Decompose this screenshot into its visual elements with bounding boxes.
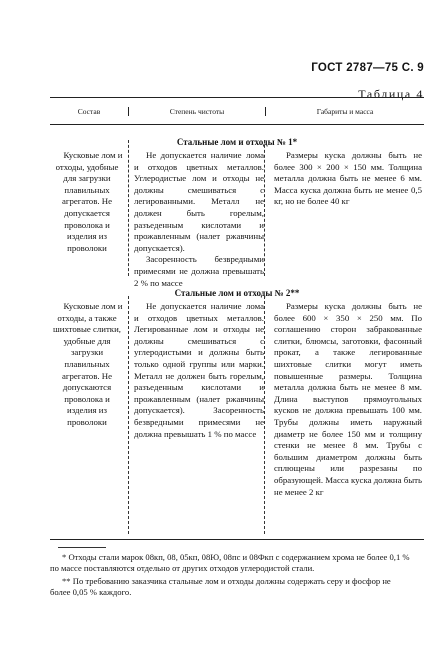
- purity-2-paragraph-1: Не допускается наличие лома и отходов цветных металлов. Легированные лом и отходы не должны смешиваться с углеродистыми и должны быть только одной группы или марки. Металл не должен быть горелым, разъеденным кислотами и прожавленным (налет ржавчины допускается). Засоренность безвредными примесями не должна превышать 1 % по массе: [134, 301, 264, 439]
- column-header-dimensions: Габариты и масса: [265, 107, 424, 116]
- column-header-composition: Состав: [77, 106, 101, 116]
- column-divider-1b: [128, 296, 129, 534]
- table-header: [50, 98, 424, 125]
- cell-purity-2: [128, 301, 264, 539]
- cell-composition-2: Кусковые лом и отходы, а также шихтовые слитки, удобные для загрузки плавильных агрегатов. Не допускаются проволока и изделия из проволоки: [53, 301, 123, 427]
- page-header: ГОСТ 2787—75 С. 9: [311, 62, 424, 74]
- purity-1-paragraph-1: Не допускается наличие лома и отходов цветных металлов. Углеродистые лом и отходы не должны смешиваться с легированными. Металл не должен быть горелым, разъеденным кислотами и прожавленным (налет ржавчины допускается).: [134, 150, 264, 253]
- section-title-2: Стальные лом и отходы № 2**: [174, 288, 300, 298]
- table-row-2: [50, 301, 424, 539]
- footnotes: [50, 552, 412, 600]
- column-header-purity: Степень чистоты: [128, 107, 265, 116]
- cell-composition-1: Кусковые лом и отходы, удобные для загрузки плавильных агрегатов. Не допускается проволока и изделия из проволоки: [55, 150, 123, 253]
- column-divider-2a: [264, 140, 265, 276]
- footnote-2: ** По требованию заказчика стальные лом и отходы должны содержать серу и фосфор не более 0,05 % каждого.: [50, 575, 391, 598]
- cell-dimensions-1: Размеры куска должны быть не более 300 × 200 × 150 мм. Толщина металла должна быть не менее 6 мм. Масса куска должна быть не менее 0,5 кг, но не более 40 кг: [274, 150, 422, 207]
- column-divider-2b: [264, 296, 265, 534]
- footnote-rule: [58, 547, 106, 548]
- footnote-1: * Отходы стали марок 08кп, 08, 05кп, 08Ю, 08пс и 08Фкп с содержанием хрома не более 0,1 % по массе поставляются отдельно от других отходов углеродистой стали.: [50, 552, 410, 574]
- section-title-1: Стальные лом и отходы № 1*: [176, 137, 298, 147]
- table-label: Таблица 4: [358, 87, 424, 101]
- table-row-1: [50, 150, 424, 288]
- column-divider-1a: [128, 140, 129, 276]
- cell-dimensions-2: Размеры куска должны быть не более 600 × 350 × 250 мм. По соглашению сторон забракованные слитки, блюмсы, заготовки, фасонный прокат, а также легированные шихтовые слитки могут иметь повышенные размеры. Толщина металла должна быть не менее 8 мм. Длина выступов прямоугольных кусков не должна превышать 100 мм. Трубы должны иметь наружный диаметр не более 150 мм и толщину стенки не менее 8 мм. Трубы с большим диаметром должны быть сплющены или разрезаны по образующей. Масса куска должна быть не менее 2 кг: [274, 301, 422, 497]
- purity-1-paragraph-2: Засоренность безвредными примесями не должна превышать 2 % по массе: [134, 254, 264, 288]
- cell-purity-1: [128, 150, 264, 288]
- data-table: [50, 97, 424, 540]
